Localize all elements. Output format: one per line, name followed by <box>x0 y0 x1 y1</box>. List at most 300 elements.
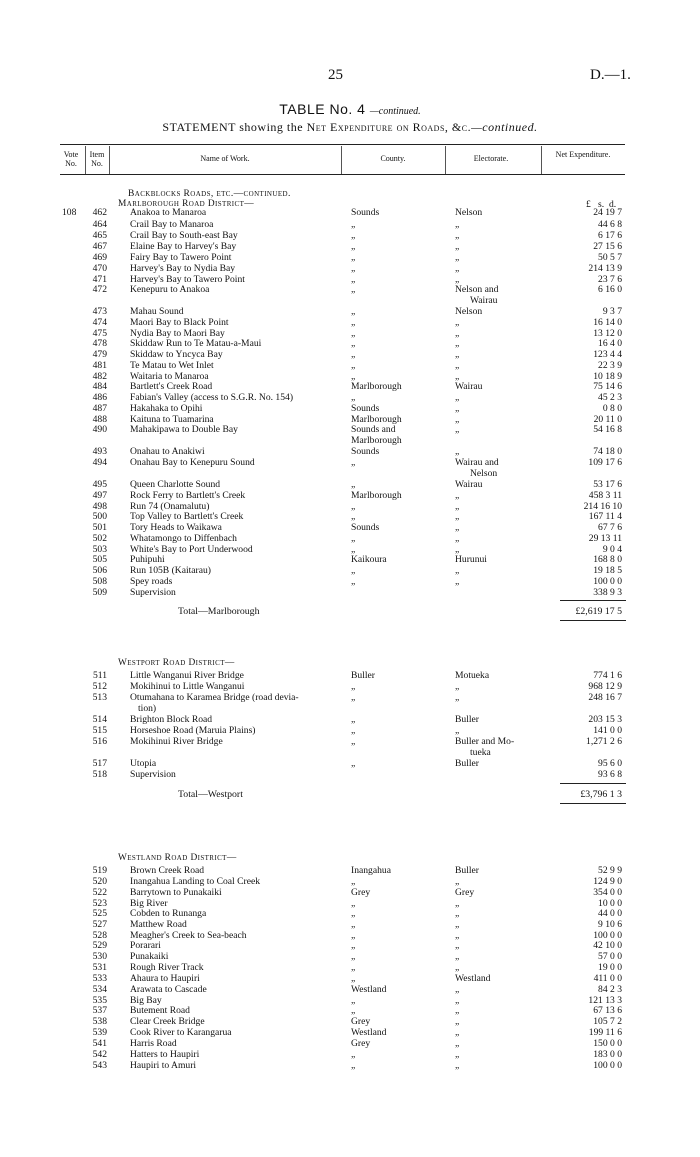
work-name: Skiddaw to Yncyca Bay <box>130 349 223 360</box>
work-name: Fairy Bay to Tawero Point <box>130 252 232 263</box>
net-expenditure: 168 8 0 <box>593 554 622 565</box>
net-expenditure: 124 9 0 <box>593 876 622 887</box>
county-name: Marlborough <box>351 490 402 501</box>
work-name: Rough River Track <box>130 962 204 973</box>
work-name: Harvey's Bay to Nydia Bay <box>130 263 236 274</box>
table-row <box>0 338 700 349</box>
county-name: Sounds <box>351 446 380 457</box>
net-expenditure: 74 18 0 <box>593 446 622 457</box>
work-name: Tory Heads to Waikawa <box>130 522 222 533</box>
item-number: 523 <box>92 898 107 909</box>
work-name: Cook River to Karangarua <box>130 1027 232 1038</box>
item-number: 512 <box>92 681 107 692</box>
unit-pence: d. <box>608 199 617 210</box>
table-row <box>0 392 700 403</box>
item-number: 482 <box>92 371 107 382</box>
electorate-name: Buller <box>455 865 479 876</box>
item-number: 475 <box>92 328 107 339</box>
table-row <box>0 479 700 490</box>
county-name: „ <box>351 940 356 951</box>
column-header-vote: Vote No. <box>63 150 79 168</box>
electorate-name: „ <box>455 328 460 339</box>
table-row <box>0 490 700 501</box>
electorate-name: Wairau <box>455 479 483 490</box>
table-row <box>0 587 700 598</box>
work-name: Barrytown to Punakaiki <box>130 887 222 898</box>
electorate-name: „ <box>455 490 460 501</box>
electorate-name: „ <box>455 565 460 576</box>
county-name: „ <box>351 962 356 973</box>
county-name: Grey <box>351 1016 371 1027</box>
table-row <box>0 522 700 533</box>
table-row <box>0 424 700 446</box>
electorate-name: „ <box>455 338 460 349</box>
item-number: 474 <box>92 317 107 328</box>
county-name: „ <box>351 392 356 403</box>
header-top-rule <box>60 144 625 145</box>
item-number: 529 <box>92 940 107 951</box>
work-name: Elaine Bay to Harvey's Bay <box>130 241 237 252</box>
col-divider <box>341 146 342 174</box>
county-name: „ <box>351 973 356 984</box>
electorate-name: Wairau <box>455 381 483 392</box>
work-name: Skiddaw Run to Te Matau-a-Maui <box>130 338 262 349</box>
page-number: 25 <box>328 67 343 83</box>
net-expenditure: 6 16 0 <box>598 284 622 295</box>
electorate-name: „ <box>455 984 460 995</box>
electorate-name: „ <box>455 898 460 909</box>
county-name: „ <box>351 544 356 555</box>
county-name: Buller <box>351 670 375 681</box>
electorate-name: Nelson and <box>455 284 499 295</box>
county-name: „ <box>351 576 356 587</box>
item-number: 535 <box>92 995 107 1006</box>
net-expenditure: 123 4 4 <box>593 349 622 360</box>
electorate-name: Nelson <box>455 306 483 317</box>
net-expenditure: 53 17 6 <box>593 479 622 490</box>
net-expenditure: 52 9 9 <box>598 865 622 876</box>
work-name: Anakoa to Manaroa <box>130 207 207 218</box>
electorate-name: „ <box>455 995 460 1006</box>
net-expenditure: 16 14 0 <box>593 317 622 328</box>
item-number: 497 <box>92 490 107 501</box>
district-heading: Westport Road District— <box>118 658 235 668</box>
work-name: Hatters to Haupiri <box>130 1049 200 1060</box>
electorate-name: „ <box>455 230 460 241</box>
county-name: „ <box>351 714 356 725</box>
item-number: 478 <box>92 338 107 349</box>
document-reference: D.—1. <box>590 67 631 83</box>
table-row <box>0 533 700 544</box>
col-divider <box>109 146 110 174</box>
electorate-name: „ <box>455 692 460 703</box>
work-name: Ahaura to Haupiri <box>130 973 200 984</box>
net-expenditure: 121 13 3 <box>588 995 622 1006</box>
work-name: Top Valley to Bartlett's Creek <box>130 511 244 522</box>
net-expenditure: 150 0 0 <box>593 1038 622 1049</box>
item-number: 484 <box>92 381 107 392</box>
county-name: Grey <box>351 1038 371 1049</box>
item-number: 500 <box>92 511 107 522</box>
item-number: 488 <box>92 414 107 425</box>
statement-lead: STATEMENT showing the <box>162 120 304 134</box>
net-expenditure: 75 14 6 <box>593 381 622 392</box>
electorate-name: „ <box>455 501 460 512</box>
work-name: Supervision <box>130 769 176 780</box>
table-row <box>0 219 700 230</box>
column-header-electorate: Electorate. <box>473 154 509 163</box>
work-name: Rock Ferry to Bartlett's Creek <box>130 490 246 501</box>
table-row <box>0 725 700 736</box>
county-name: Grey <box>351 887 371 898</box>
district-total-amount: £3,796 1 3 <box>580 789 622 800</box>
item-number: 464 <box>92 219 107 230</box>
work-name: Queen Charlotte Sound <box>130 479 221 490</box>
net-expenditure: 23 7 6 <box>598 274 622 285</box>
table-row <box>0 576 700 587</box>
net-expenditure: 19 18 5 <box>593 565 622 576</box>
table-row <box>0 241 700 252</box>
item-number: 522 <box>92 887 107 898</box>
net-expenditure: 44 0 0 <box>598 908 622 919</box>
district-total-label: Total—Marlborough <box>178 606 260 617</box>
electorate-name: „ <box>455 371 460 382</box>
electorate-name: „ <box>455 403 460 414</box>
item-number: 519 <box>92 865 107 876</box>
vote-number: 108 <box>62 207 77 218</box>
county-name: „ <box>351 328 356 339</box>
electorate-name: „ <box>455 1005 460 1016</box>
unit-pounds: £ <box>586 199 591 210</box>
electorate-name: Grey <box>455 887 475 898</box>
work-name: Crail Bay to South-east Bay <box>130 230 238 241</box>
total-bottom-rule <box>560 620 626 621</box>
county-name: „ <box>351 274 356 285</box>
net-expenditure: 22 3 9 <box>598 360 622 371</box>
item-number: 541 <box>92 1038 107 1049</box>
net-expenditure: 141 0 0 <box>593 725 622 736</box>
electorate-name: „ <box>455 446 460 457</box>
electorate-name-continued: tueka <box>470 747 491 758</box>
table-row <box>0 252 700 263</box>
county-name: „ <box>351 876 356 887</box>
county-name: „ <box>351 252 356 263</box>
net-expenditure: 93 6 8 <box>598 769 622 780</box>
electorate-name: „ <box>455 940 460 951</box>
column-header-item: Item No. <box>89 150 105 168</box>
county-name: „ <box>351 317 356 328</box>
electorate-name: „ <box>455 1060 460 1071</box>
table-row <box>0 1005 700 1016</box>
net-expenditure: 24 19 7 <box>593 207 622 218</box>
table-row <box>0 1060 700 1071</box>
county-name: Kaikoura <box>351 554 387 565</box>
table-row <box>0 284 700 306</box>
table-row <box>0 940 700 951</box>
county-name-continued: Marlborough <box>351 435 402 446</box>
net-expenditure: 44 6 8 <box>598 219 622 230</box>
electorate-name: „ <box>455 544 460 555</box>
table-row <box>0 973 700 984</box>
electorate-name: Wairau and <box>455 457 499 468</box>
county-name: Marlborough <box>351 414 402 425</box>
net-expenditure: 9 10 6 <box>598 919 622 930</box>
work-name: Otumahana to Karamea Bridge (road devia- <box>130 692 299 703</box>
item-number: 517 <box>92 758 107 769</box>
electorate-name: „ <box>455 908 460 919</box>
net-expenditure: 411 0 0 <box>593 973 622 984</box>
county-name: „ <box>351 479 356 490</box>
item-number: 538 <box>92 1016 107 1027</box>
district-heading: Westland Road District— <box>118 853 237 863</box>
item-number: 469 <box>92 252 107 263</box>
table-row <box>0 1038 700 1049</box>
work-name: Cobden to Runanga <box>130 908 207 919</box>
work-name: Haupiri to Amuri <box>130 1060 197 1071</box>
table-row <box>0 692 700 714</box>
net-expenditure: 6 17 6 <box>598 230 622 241</box>
district-total-amount: £2,619 17 5 <box>575 606 622 617</box>
work-name: Maori Bay to Black Point <box>130 317 229 328</box>
work-name: Big Bay <box>130 995 162 1006</box>
work-name: Mahau Sound <box>130 306 184 317</box>
electorate-name: „ <box>455 522 460 533</box>
county-name: „ <box>351 919 356 930</box>
work-name: Inangahua Landing to Coal Creek <box>130 876 261 887</box>
net-expenditure: 774 1 6 <box>593 670 622 681</box>
net-expenditure: 167 11 4 <box>588 511 622 522</box>
county-name: „ <box>351 241 356 252</box>
work-name: Harvey's Bay to Tawero Point <box>130 274 245 285</box>
table-row <box>0 984 700 995</box>
county-name: Sounds <box>351 403 380 414</box>
electorate-name: „ <box>455 1049 460 1060</box>
electorate-name: „ <box>455 274 460 285</box>
electorate-name: „ <box>455 252 460 263</box>
electorate-name: „ <box>455 681 460 692</box>
electorate-name: Buller <box>455 714 479 725</box>
net-expenditure: 16 4 0 <box>598 338 622 349</box>
item-number: 494 <box>92 457 107 468</box>
net-expenditure: 10 0 0 <box>598 898 622 909</box>
item-number: 511 <box>92 670 107 681</box>
net-expenditure: 9 3 7 <box>602 306 622 317</box>
net-expenditure: 45 2 3 <box>598 392 622 403</box>
electorate-name: „ <box>455 414 460 425</box>
electorate-name: „ <box>455 919 460 930</box>
net-expenditure: 29 13 11 <box>588 533 622 544</box>
net-expenditure: 42 10 0 <box>593 940 622 951</box>
county-name: „ <box>351 1005 356 1016</box>
item-number: 486 <box>92 392 107 403</box>
table-row <box>0 511 700 522</box>
work-name: Punakaiki <box>130 951 169 962</box>
county-name: „ <box>351 1049 356 1060</box>
work-name: Supervision <box>130 587 176 598</box>
work-name: Whatamongo to Diffenbach <box>130 533 237 544</box>
county-name: „ <box>351 230 356 241</box>
header-bottom-rule <box>60 174 625 175</box>
county-name: „ <box>351 898 356 909</box>
statement-continued: —continued. <box>471 120 538 134</box>
table-row <box>0 951 700 962</box>
county-name: „ <box>351 263 356 274</box>
total-bottom-rule <box>560 803 626 804</box>
electorate-name: Nelson <box>455 207 483 218</box>
net-expenditure: 19 0 0 <box>598 962 622 973</box>
work-name: Harris Road <box>130 1038 177 1049</box>
table-title-text: TABLE No. 4 <box>279 101 366 117</box>
county-name: Sounds <box>351 522 380 533</box>
statement-main: Net Expenditure on Roads, &c. <box>306 120 472 134</box>
work-name: Kenepuru to Anakoa <box>130 284 210 295</box>
table-row <box>0 919 700 930</box>
table-row <box>0 736 700 758</box>
item-number: 533 <box>92 973 107 984</box>
item-number: 527 <box>92 919 107 930</box>
county-name: „ <box>351 349 356 360</box>
county-name: „ <box>351 995 356 1006</box>
item-number: 465 <box>92 230 107 241</box>
item-number: 495 <box>92 479 107 490</box>
electorate-name: „ <box>455 511 460 522</box>
net-expenditure: 84 2 3 <box>598 984 622 995</box>
work-name: Brown Creek Road <box>130 865 205 876</box>
net-expenditure: 100 0 0 <box>593 576 622 587</box>
item-number: 528 <box>92 930 107 941</box>
item-number: 490 <box>92 424 107 435</box>
net-expenditure: 214 16 10 <box>583 501 622 512</box>
net-expenditure: 13 12 0 <box>593 328 622 339</box>
net-expenditure: 95 6 0 <box>598 758 622 769</box>
work-name: Meagher's Creek to Sea-beach <box>130 930 247 941</box>
county-name: Westland <box>351 1027 387 1038</box>
item-number: 505 <box>92 554 107 565</box>
work-name: Run 74 (Onamalutu) <box>130 501 210 512</box>
work-name: Onahau to Anakiwi <box>130 446 205 457</box>
electorate-name: „ <box>455 1027 460 1038</box>
electorate-name: „ <box>455 263 460 274</box>
table-row <box>0 565 700 576</box>
electorate-name: „ <box>455 219 460 230</box>
electorate-name: „ <box>455 576 460 587</box>
work-name: Brighton Block Road <box>130 714 213 725</box>
item-number: 509 <box>92 587 107 598</box>
county-name: „ <box>351 219 356 230</box>
electorate-name: „ <box>455 1038 460 1049</box>
county-name: „ <box>351 511 356 522</box>
table-row <box>0 317 700 328</box>
county-name: „ <box>351 1060 356 1071</box>
county-name: „ <box>351 725 356 736</box>
work-name: Mokihinui to Little Wanganui <box>130 681 245 692</box>
net-expenditure: 1,271 2 6 <box>586 736 622 747</box>
electorate-name-continued: Nelson <box>470 468 498 479</box>
total-rule <box>560 783 626 784</box>
electorate-name: „ <box>455 962 460 973</box>
county-name: „ <box>351 951 356 962</box>
item-number: 503 <box>92 544 107 555</box>
county-name: „ <box>351 501 356 512</box>
item-number: 539 <box>92 1027 107 1038</box>
column-header-county: County. <box>380 154 406 163</box>
electorate-name-continued: Wairau <box>470 295 498 306</box>
work-name: Mokihinui River Bridge <box>130 736 223 747</box>
county-name: „ <box>351 457 356 468</box>
work-name: Clear Creek Bridge <box>130 1016 205 1027</box>
electorate-name: „ <box>455 930 460 941</box>
work-name: Utopia <box>130 758 157 769</box>
section-heading-text: Backblocks Roads, etc.—continued. <box>128 189 291 199</box>
table-row <box>0 381 700 392</box>
table-row <box>0 263 700 274</box>
item-number: 516 <box>92 736 107 747</box>
net-expenditure: 248 16 7 <box>588 692 622 703</box>
table-row <box>0 887 700 898</box>
item-number: 470 <box>92 263 107 274</box>
net-expenditure: 203 15 3 <box>588 714 622 725</box>
col-divider <box>445 146 446 174</box>
work-name: Crail Bay to Manaroa <box>130 219 214 230</box>
electorate-name: „ <box>455 349 460 360</box>
item-number: 473 <box>92 306 107 317</box>
electorate-name: „ <box>455 360 460 371</box>
work-name: White's Bay to Port Underwood <box>130 544 253 555</box>
item-number: 513 <box>92 692 107 703</box>
item-number: 462 <box>92 207 107 218</box>
county-name: Sounds and <box>351 424 396 435</box>
electorate-name: Hurunui <box>455 554 487 565</box>
item-number: 479 <box>92 349 107 360</box>
table-row <box>0 360 700 371</box>
table-row <box>0 962 700 973</box>
item-number: 514 <box>92 714 107 725</box>
item-number: 543 <box>92 1060 107 1071</box>
electorate-name: „ <box>455 876 460 887</box>
net-expenditure: 109 17 6 <box>588 457 622 468</box>
electorate-name: Westland <box>455 973 491 984</box>
work-name: Puhipuhi <box>130 554 165 565</box>
item-number: 501 <box>92 522 107 533</box>
county-name: Sounds <box>351 207 380 218</box>
work-name: Run 105B (Kaitarau) <box>130 565 211 576</box>
work-name: Onahau Bay to Kenepuru Sound <box>130 457 255 468</box>
work-name: Little Wanganui River Bridge <box>130 670 244 681</box>
table-row <box>0 876 700 887</box>
work-name: Big River <box>130 898 168 909</box>
work-name: Mahakipawa to Double Bay <box>130 424 238 435</box>
district-heading: Marlborough Road District— <box>118 199 255 209</box>
electorate-name: „ <box>455 725 460 736</box>
item-number: 493 <box>92 446 107 457</box>
work-name: Spey roads <box>130 576 173 587</box>
electorate-name: „ <box>455 241 460 252</box>
county-name: Westland <box>351 984 387 995</box>
unit-shillings: s. <box>598 199 605 210</box>
item-number: 471 <box>92 274 107 285</box>
table-title-continued: —continued. <box>369 106 421 117</box>
electorate-name: „ <box>455 424 460 435</box>
table-row <box>0 306 700 317</box>
work-name: Te Matau to Wet Inlet <box>130 360 214 371</box>
table-row <box>0 769 700 780</box>
net-expenditure: 20 11 0 <box>593 414 622 425</box>
net-expenditure: 100 0 0 <box>593 1060 622 1071</box>
net-expenditure: 67 7 6 <box>598 522 622 533</box>
net-expenditure: 57 0 0 <box>598 951 622 962</box>
item-number: 542 <box>92 1049 107 1060</box>
electorate-name: Motueka <box>455 670 490 681</box>
